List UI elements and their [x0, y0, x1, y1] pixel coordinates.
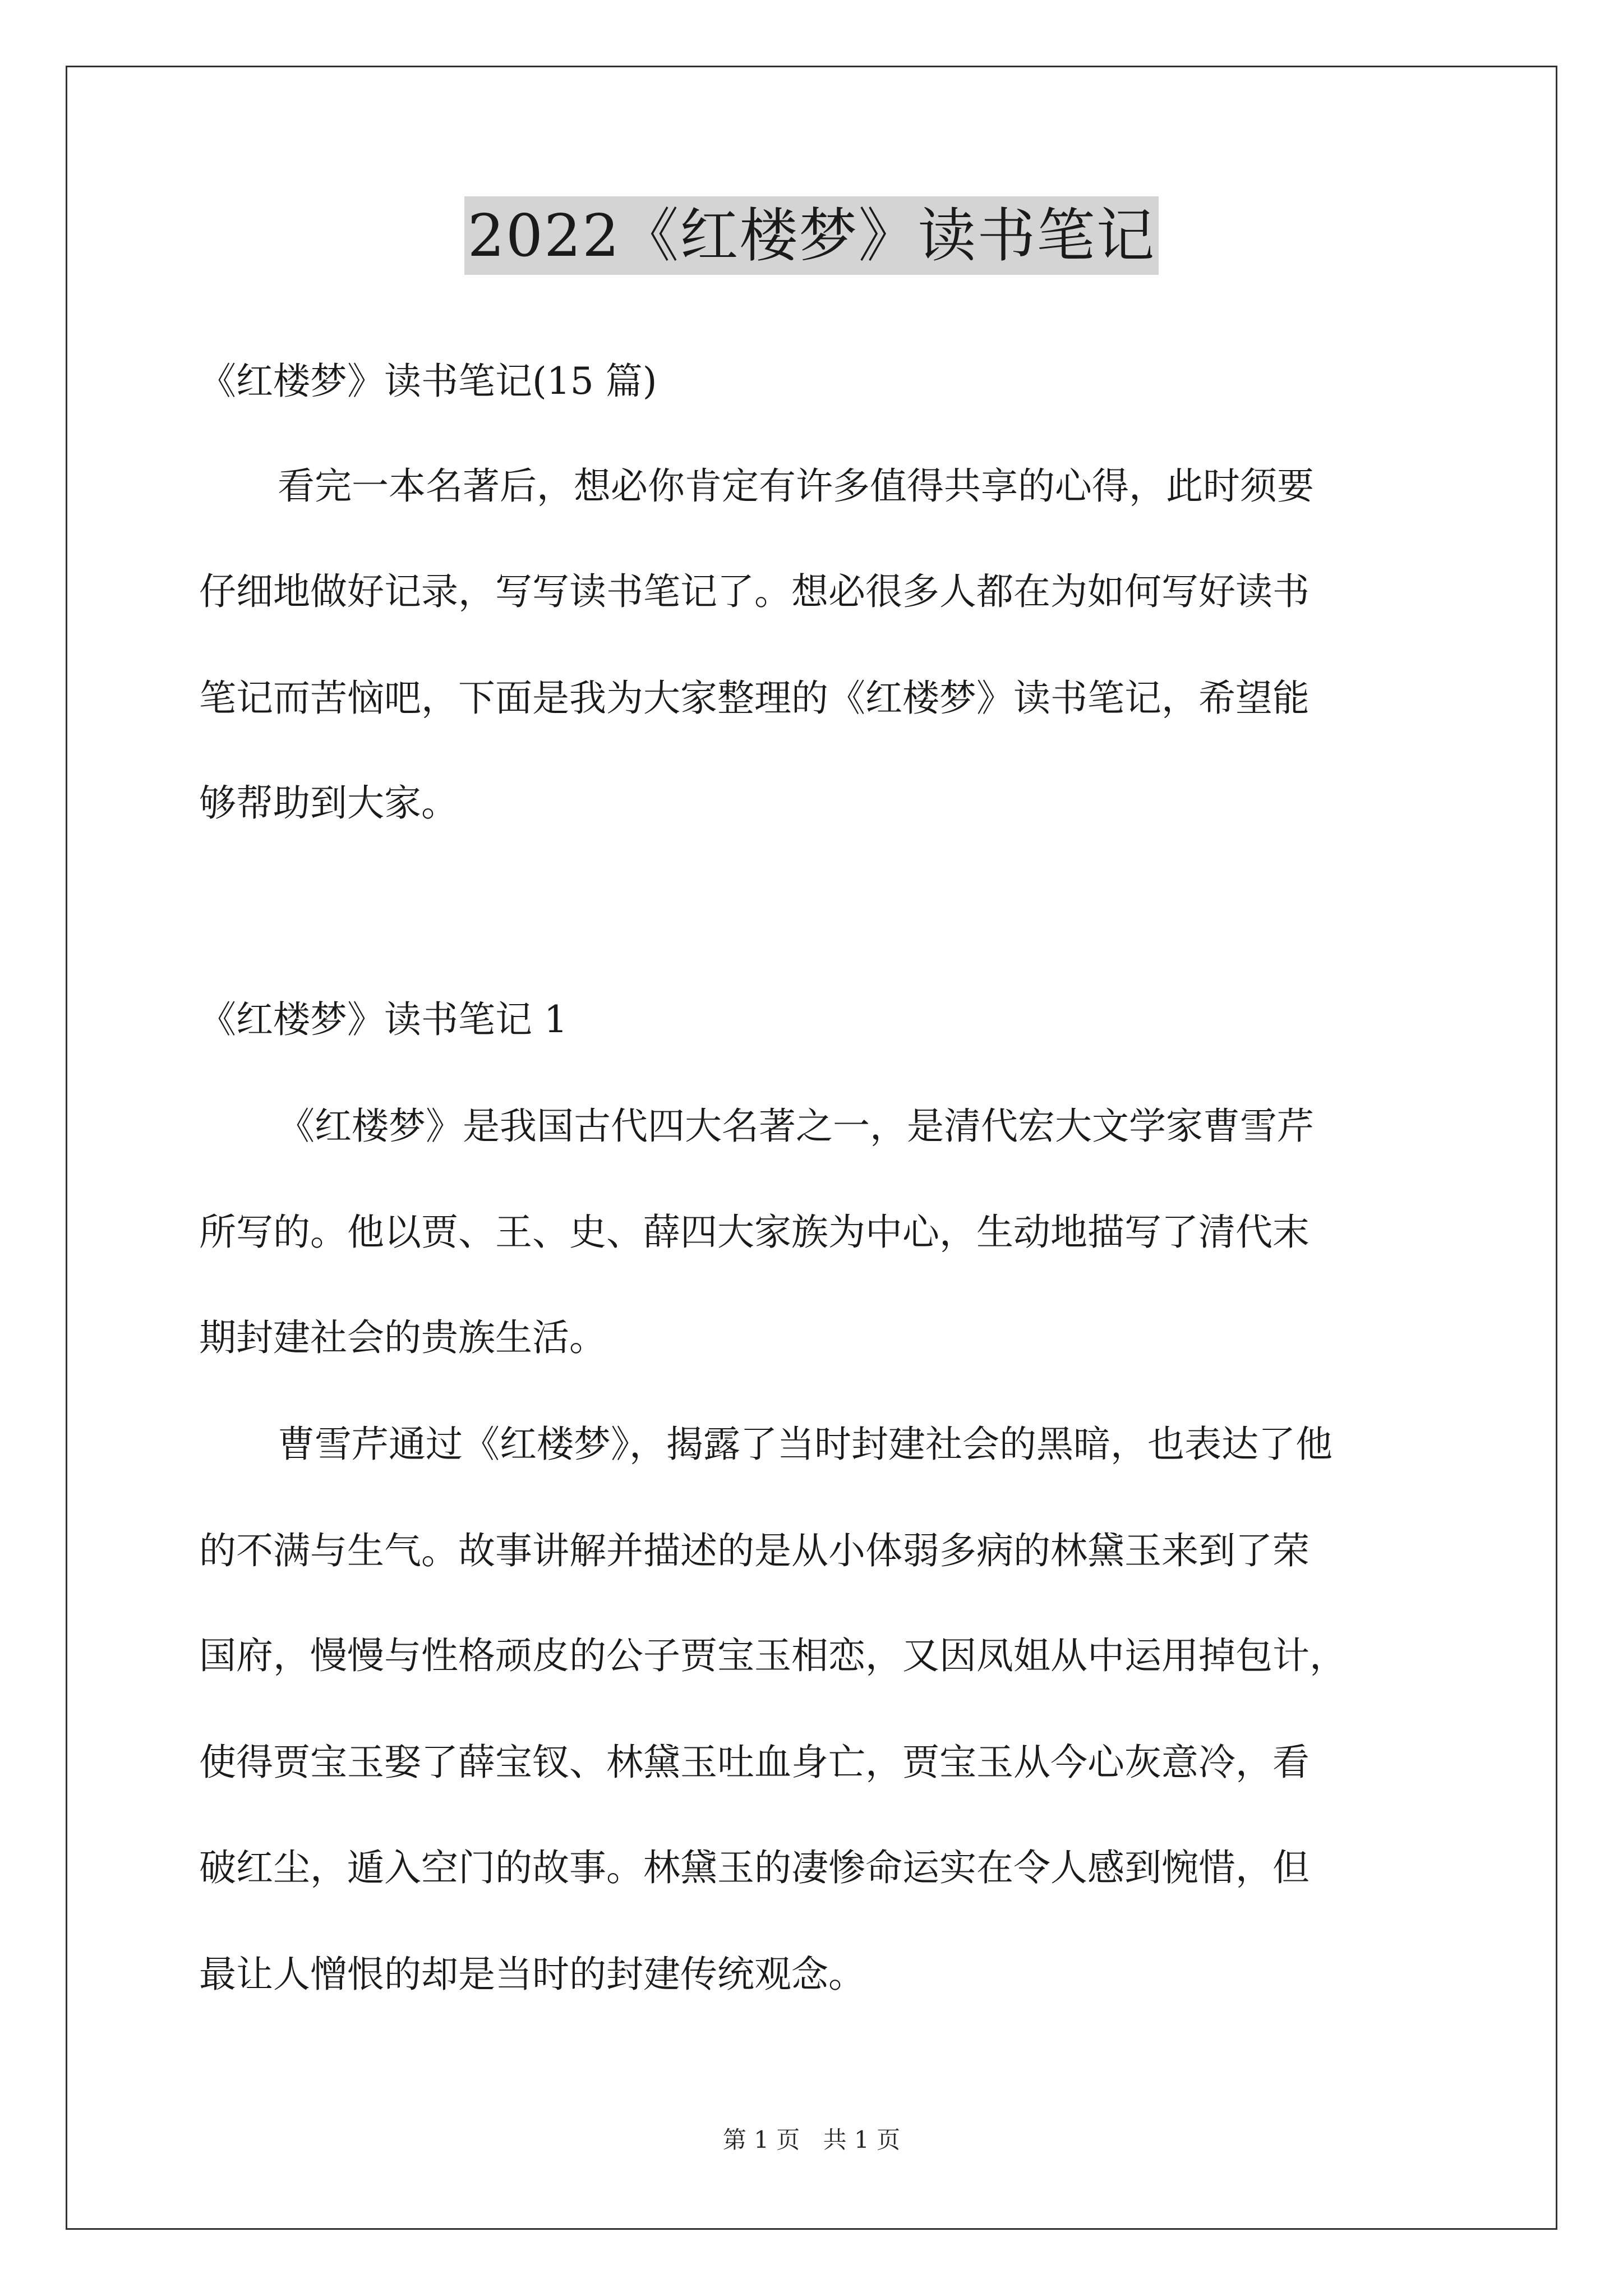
paragraph-line: 的不满与生气。故事讲解并描述的是从小体弱多病的林黛玉来到了荣	[199, 1529, 1310, 1572]
paragraph-line: 最让人憎恨的却是当时的封建传统观念。	[199, 1953, 865, 1996]
intro-line: 看完一本名著后，想必你肯定有许多值得共享的心得，此时须要	[278, 464, 1314, 508]
page-number: 第 1 页	[722, 2126, 800, 2154]
paragraph-line: 曹雪芹通过《红楼梦》，揭露了当时封建社会的黑暗，也表达了他	[278, 1423, 1332, 1466]
intro-line: 仔细地做好记录，写写读书笔记了。想必很多人都在为如何写好读书	[199, 570, 1310, 613]
document-title: 2022《红楼梦》读书笔记	[464, 196, 1159, 275]
intro-line: 够帮助到大家。	[199, 781, 458, 825]
title-container	[0, 196, 1623, 275]
paragraph-line: 《红楼梦》是我国古代四大名著之一，是清代宏大文学家曹雪芹	[278, 1105, 1314, 1148]
page-total: 共 1 页	[823, 2126, 901, 2154]
paragraph-line: 使得贾宝玉娶了薛宝钗、林黛玉吐血身亡，贾宝玉从今心灰意冷，看	[199, 1741, 1310, 1784]
paragraph-line: 国府，慢慢与性格顽皮的公子贾宝玉相恋，又因凤姐从中运用掉包计，	[199, 1634, 1347, 1677]
paragraph-line: 期封建社会的贵族生活。	[199, 1316, 606, 1359]
paragraph-line: 破红尘，遁入空门的故事。林黛玉的凄惨命运实在令人感到惋惜，但	[199, 1846, 1310, 1889]
intro-line: 笔记而苦恼吧，下面是我为大家整理的《红楼梦》读书笔记，希望能	[199, 677, 1310, 720]
section-heading: 《红楼梦》读书笔记 1	[199, 998, 568, 1041]
intro-heading: 《红楼梦》读书笔记(15 篇)	[199, 360, 657, 403]
paragraph-line: 所写的。他以贾、王、史、薛四大家族为中心，生动地描写了清代末	[199, 1211, 1310, 1254]
page-footer	[0, 2123, 1623, 2157]
